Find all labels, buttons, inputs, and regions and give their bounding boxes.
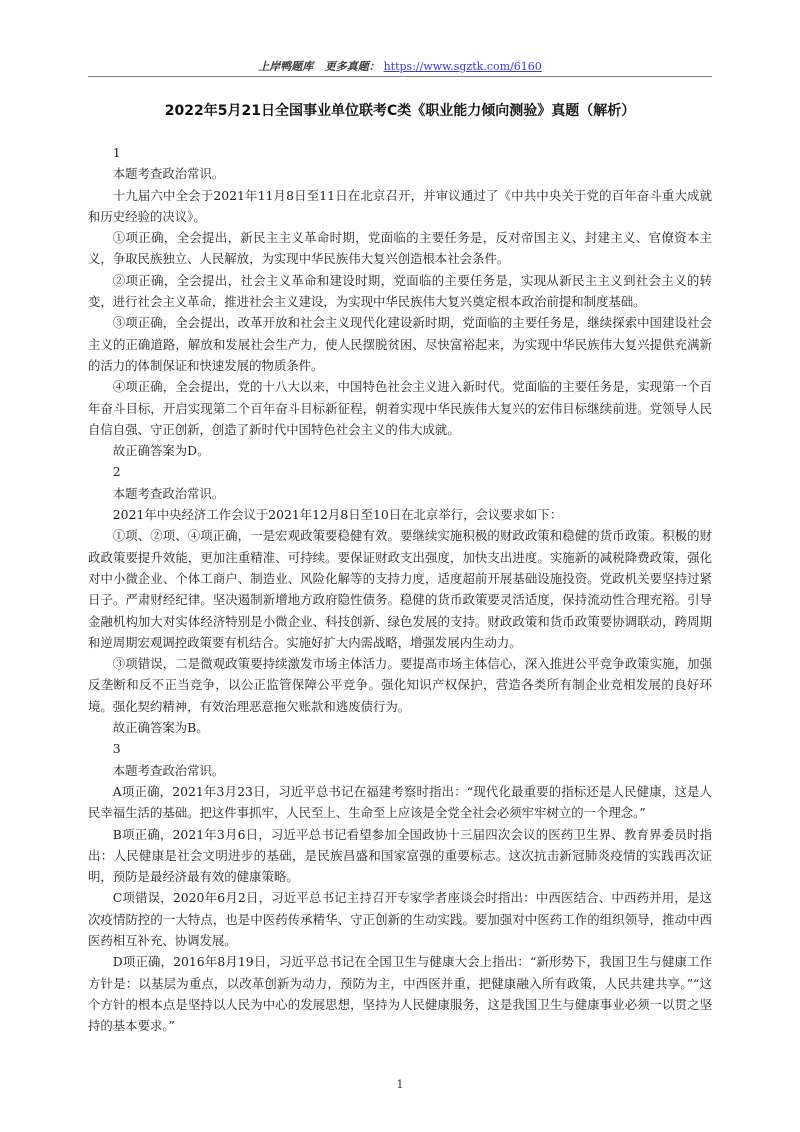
paragraph: ③项正确，全会提出，改革开放和社会主义现代化建设新时期，党面临的主要任务是，继续探索中国建设社会主义的正确道路，解放和发展社会生产力，使人民摆脱贫困、尽快富裕起来，为实现中华民族伟大复兴提供充满新的活力的体制保证和快速发展的物质条件。 xyxy=(88,315,712,373)
more-label: 更多真题： xyxy=(324,60,380,73)
document-body xyxy=(88,142,712,1036)
paragraph: 本题考查政治常识。 xyxy=(112,166,225,182)
paragraph: B项正确，2021年3月6日，习近平总书记看望参加全国政协十三届四次会议的医药卫生界、教育界委员时指出：人民健康是社会文明进步的基础，是民族昌盛和国家富强的重要标志。这次抗击新冠肺炎疫情的实践再次证明，预防是最经济最有效的健康策略。 xyxy=(88,826,712,885)
paragraph: 1 xyxy=(112,145,121,160)
paragraph: A项正确，2021年3月23日，习近平总书记在福建考察时指出：“现代化最重要的指标还是人民健康，这是人民幸福生活的基础。把这件事抓牢，人民至上、生命至上应该是全党全社会必须牢牢树立的一个理念。” xyxy=(88,783,712,821)
page-header xyxy=(0,58,800,74)
paragraph: 本题考查政治常识。 xyxy=(112,762,225,778)
paragraph: D项正确，2016年8月19日，习近平总书记在全国卫生与健康大会上指出：“新形势下，我国卫生与健康工作方针是：以基层为重点，以改革创新为动力，预防为主，中西医并重，把健康融入所有政策，人民共建共享。”“这个方针的根本点是坚持以人民为中心的发展思想，坚持为人民健康服务，这是我国卫生与健康事业必须一以贯之坚持的基本要求。” xyxy=(88,954,712,1034)
paragraph: ②项正确，全会提出，社会主义革命和建设时期，党面临的主要任务是，实现从新民主主义到社会主义的转变，进行社会主义革命，推进社会主义建设，为实现中华民族伟大复兴奠定根本政治前提和制度基础。 xyxy=(88,272,712,310)
paragraph: 2 xyxy=(112,464,121,480)
paragraph: 本题考查政治常识。 xyxy=(112,485,225,501)
page-number: 1 xyxy=(396,1078,404,1091)
paragraph: ④项正确，全会提出，党的十八大以来，中国特色社会主义进入新时代。党面临的主要任务是，实现第一个百年奋斗目标，开启实现第二个百年奋斗目标新征程，朝着实现中华民族伟大复兴的宏伟目标继续前进。党领导人民自信自强、守正创新，创造了新时代中国特色社会主义的伟大成就。 xyxy=(88,379,712,437)
paragraph: 2021年中央经济工作会议于2021年12月8日至10日在北京举行，会议要求如下： xyxy=(112,507,563,523)
paragraph: C项错误，2020年6月2日，习近平总书记主持召开专家学者座谈会时指出：中西医结合、中西药并用，是这次疫情防控的一大特点，也是中医药传承精华、守正创新的生动实践。要加强对中医药工作的组织领导，推动中西医药相互补充、协调发展。 xyxy=(88,890,712,948)
paragraph: ①项正确，全会提出，新民主主义革命时期，党面临的主要任务是，反对帝国主义、封建主义、官僚资本主义，争取民族独立、人民解放，为实现中华民族伟大复兴创造根本社会条件。 xyxy=(88,230,712,267)
header-divider xyxy=(88,76,712,77)
paragraph: ①项、②项、④项正确，一是宏观政策要稳健有效。要继续实施积极的财政政策和稳健的货币政策。积极的财政政策要提升效能，更加注重精准、可持续。要保证财政支出强度，加快支出进度。实施新的减税降费政策，强化对中小微企业、个体工商户、制造业、风险化解等的支持力度，适度超前开展基础设施投资。党政机关要坚持过紧日子。严肃财经纪律。坚决遏制新增地方政府隐性债务。稳健的货币政策要灵活适度，保持流动性合理充裕。引导金融机构加大对实体经济特别是小微企业、科技创新、绿色发展的支持。财政政策和货币政策要协调联动，跨周期和逆周期宏观调控政策要有机结合。实施好扩大内需战略，增强发展内生动力。 xyxy=(88,528,712,650)
site-name: 上岸鸭题库 xyxy=(258,60,314,73)
paragraph: 十九届六中全会于2021年11月8日至11日在北京召开，并审议通过了《中共中央关于党的百年奋斗重大成就和历史经验的决议》。 xyxy=(88,187,712,224)
header-url-link[interactable]: https://www.sgztk.com/6160 xyxy=(383,60,542,73)
paragraph: 3 xyxy=(112,741,121,757)
paragraph: ③项错误，二是微观政策要持续激发市场主体活力。要提高市场主体信心，深入推进公平竞争政策实施，加强反垄断和反不正当竞争，以公正监管保障公平竞争。强化知识产权保护，营造各类所有制企业竞相发展的良好环境。强化契约精神，有效治理恶意拖欠账款和逃废债行为。 xyxy=(88,656,712,714)
paragraph: 故正确答案为D。 xyxy=(112,443,210,459)
page-title: 2022年5月21日全国事业单位联考C类《职业能力倾向测验》真题（解析） xyxy=(164,103,636,119)
paragraph: 故正确答案为B。 xyxy=(112,720,209,736)
